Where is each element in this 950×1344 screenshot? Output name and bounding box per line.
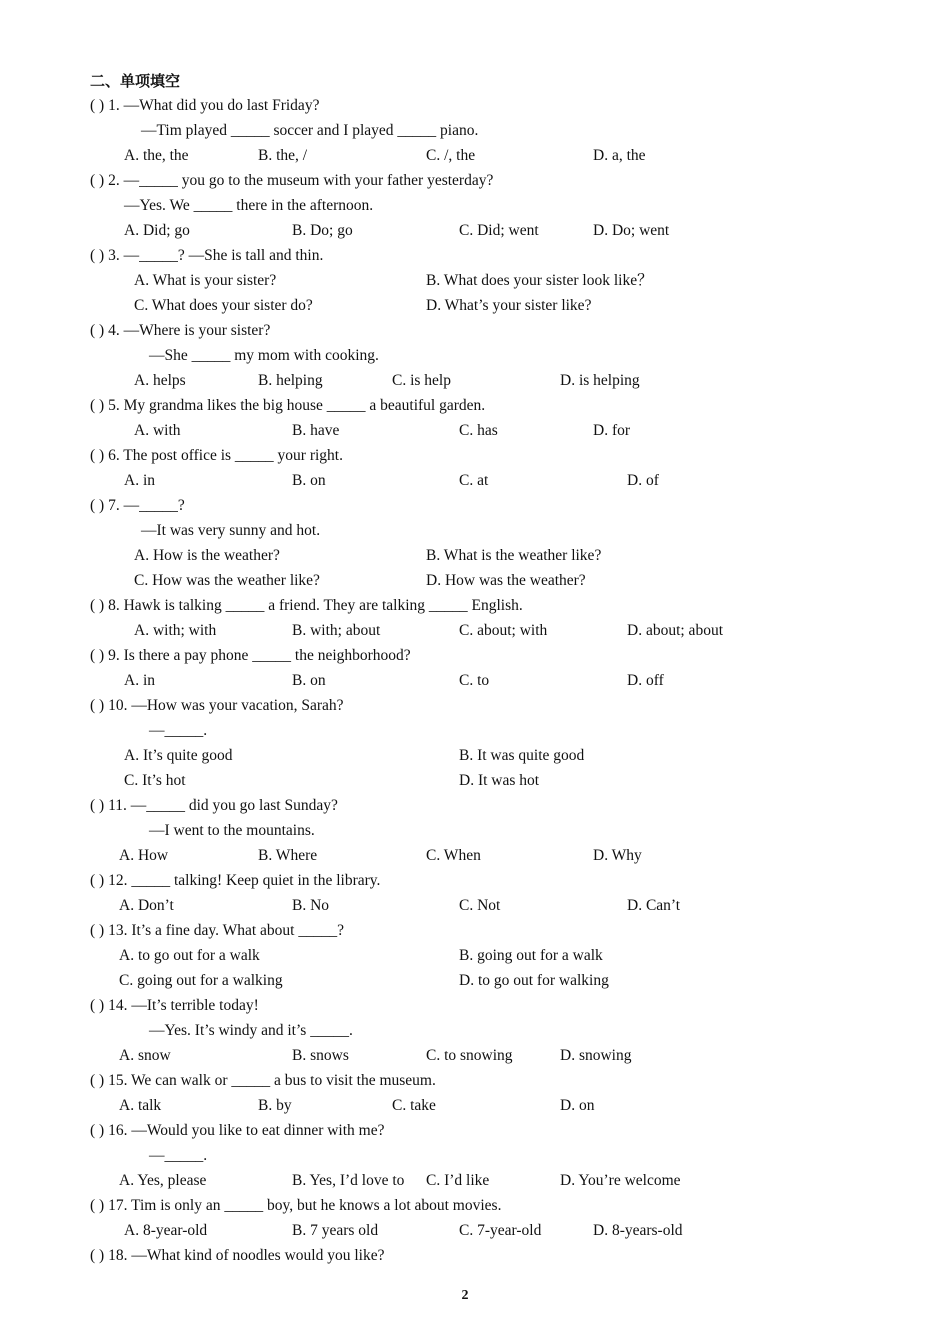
answer-option: D. You’re welcome: [560, 1172, 681, 1189]
answer-option: A. in: [124, 472, 155, 489]
question-stem: ( ) 11. —_____ did you go last Sunday?: [90, 797, 338, 814]
answer-option: C. 7-year-old: [459, 1222, 542, 1239]
question-stem: ( ) 15. We can walk or _____ a bus to visit the museum.: [90, 1072, 436, 1089]
answer-option: B. going out for a walk: [459, 947, 603, 964]
dialogue-line: —It was very sunny and hot.: [141, 522, 321, 539]
answer-option: B. with; about: [292, 622, 381, 639]
answer-option: D. on: [560, 1097, 595, 1114]
question-stem: ( ) 2. —_____ you go to the museum with your father yesterday?: [90, 172, 494, 189]
question-stem: ( ) 5. My grandma likes the big house _____ a beautiful garden.: [90, 397, 486, 414]
answer-option: A. Don’t: [119, 897, 174, 914]
answer-option: B. have: [292, 422, 340, 439]
answer-option: D. It was hot: [459, 772, 540, 789]
answer-option: B. snows: [292, 1047, 349, 1064]
answer-option: D. about; about: [627, 622, 723, 639]
question-stem: ( ) 6. The post office is _____ your right.: [90, 447, 343, 464]
answer-option: A. in: [124, 672, 155, 689]
answer-option: C. It’s hot: [124, 772, 186, 789]
answer-option: A. with; with: [134, 622, 217, 639]
dialogue-line: —I went to the mountains.: [149, 822, 315, 839]
answer-option: B. by: [258, 1097, 292, 1114]
answer-option: D. How was the weather?: [426, 572, 586, 589]
question-stem: ( ) 16. —Would you like to eat dinner with me?: [90, 1122, 385, 1139]
answer-option: B. Do; go: [292, 222, 353, 239]
dialogue-line: —Tim played _____ soccer and I played _____ piano.: [141, 122, 479, 139]
answer-option: B. It was quite good: [459, 747, 585, 764]
question-stem: ( ) 12. _____ talking! Keep quiet in the library.: [90, 872, 381, 889]
answer-option: D. Do; went: [593, 222, 670, 239]
question-stem: ( ) 9. Is there a pay phone _____ the neighborhood?: [90, 647, 411, 664]
question-stem: ( ) 8. Hawk is talking _____ a friend. They are talking _____ English.: [90, 597, 523, 614]
answer-option: D. of: [627, 472, 659, 489]
answer-option: C. How was the weather like?: [134, 572, 320, 589]
answer-option: A. talk: [119, 1097, 162, 1114]
answer-option: A. How is the weather?: [134, 547, 280, 564]
answer-option: D. 8-years-old: [593, 1222, 683, 1239]
answer-option: A. 8-year-old: [124, 1222, 208, 1239]
answer-option: A. the, the: [124, 147, 189, 164]
answer-option: D. a, the: [593, 147, 646, 164]
answer-option: C. to: [459, 672, 490, 689]
dialogue-line: —_____.: [149, 1147, 208, 1164]
dialogue-line: —Yes. It’s windy and it’s _____.: [149, 1022, 353, 1039]
question-stem: ( ) 3. —_____? —She is tall and thin.: [90, 247, 324, 264]
answer-option: B. No: [292, 897, 330, 914]
answer-option: D. snowing: [560, 1047, 632, 1064]
question-stem: ( ) 13. It’s a fine day. What about _____?: [90, 922, 344, 939]
answer-option: C. Not: [459, 897, 501, 914]
answer-option: D. is helping: [560, 372, 640, 389]
answer-option: B. the, /: [258, 147, 308, 164]
question-stem: ( ) 4. —Where is your sister?: [90, 322, 271, 339]
answer-option: C. Did; went: [459, 222, 539, 239]
answer-option: B. Yes, I’d love to: [292, 1172, 405, 1189]
answer-option: A. helps: [134, 372, 186, 389]
answer-option: A. It’s quite good: [124, 747, 233, 764]
answer-option: B. Where: [258, 847, 318, 864]
answer-option: B. What is the weather like?: [426, 547, 602, 564]
answer-option: A. to go out for a walk: [119, 947, 260, 964]
question-stem: ( ) 1. —What did you do last Friday?: [90, 97, 320, 114]
answer-option: C. What does your sister do?: [134, 297, 313, 314]
answer-option: C. When: [426, 847, 481, 864]
answer-option: B. What does your sister look like？: [426, 272, 653, 289]
answer-option: A. with: [134, 422, 181, 439]
answer-option: D. for: [593, 422, 631, 439]
answer-option: A. snow: [119, 1047, 171, 1064]
dialogue-line: —Yes. We _____ there in the afternoon.: [124, 197, 374, 214]
answer-option: A. What is your sister?: [134, 272, 277, 289]
answer-option: A. Yes, please: [119, 1172, 207, 1189]
answer-option: C. I’d like: [426, 1172, 490, 1189]
question-stem: ( ) 17. Tim is only an _____ boy, but he knows a lot about movies.: [90, 1197, 502, 1214]
answer-option: D. Why: [593, 847, 642, 864]
answer-option: C. about; with: [459, 622, 548, 639]
answer-option: C. at: [459, 472, 489, 489]
question-stem: ( ) 10. —How was your vacation, Sarah?: [90, 697, 344, 714]
question-stem: ( ) 14. —It’s terrible today!: [90, 997, 259, 1014]
answer-option: C. to snowing: [426, 1047, 513, 1064]
question-stem: ( ) 7. —_____?: [90, 497, 185, 514]
answer-option: A. Did; go: [124, 222, 190, 239]
answer-option: C. is help: [392, 372, 451, 389]
answer-option: C. has: [459, 422, 498, 439]
answer-option: C. take: [392, 1097, 436, 1114]
answer-option: D. off: [627, 672, 664, 689]
answer-option: C. /, the: [426, 147, 476, 164]
question-stem: ( ) 18. —What kind of noodles would you like?: [90, 1247, 385, 1264]
answer-option: C. going out for a walking: [119, 972, 283, 989]
page-number: 2: [461, 1288, 469, 1303]
section-title: 二、单项填空: [90, 72, 181, 90]
answer-option: D. Can’t: [627, 897, 681, 914]
answer-option: B. helping: [258, 372, 323, 389]
answer-option: D. What’s your sister like?: [426, 297, 592, 314]
answer-option: D. to go out for walking: [459, 972, 609, 989]
dialogue-line: —She _____ my mom with cooking.: [149, 347, 379, 364]
answer-option: B. 7 years old: [292, 1222, 379, 1239]
dialogue-line: —_____.: [149, 722, 208, 739]
answer-option: B. on: [292, 672, 326, 689]
answer-option: B. on: [292, 472, 326, 489]
answer-option: A. How: [119, 847, 169, 864]
